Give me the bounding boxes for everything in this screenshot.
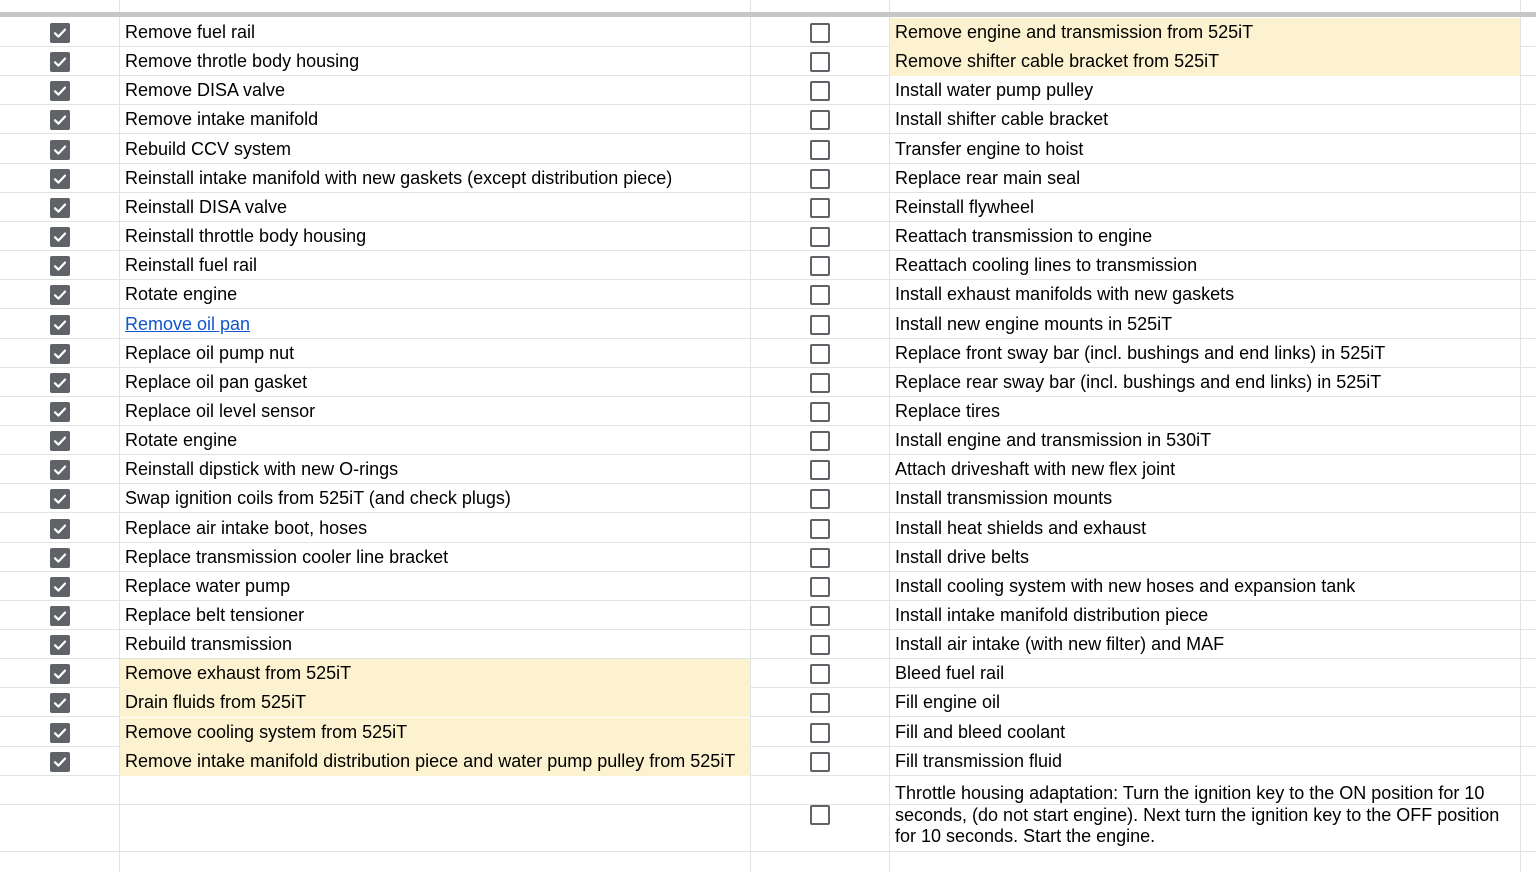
table-row xyxy=(0,426,1536,455)
checkbox-checked-icon[interactable] xyxy=(50,315,70,335)
table-row xyxy=(0,455,1536,484)
task-link[interactable]: Remove oil pan xyxy=(125,314,251,334)
checkbox-checked-icon[interactable] xyxy=(50,140,70,160)
checkbox-unchecked-icon[interactable] xyxy=(810,548,830,568)
checkbox-unchecked-icon[interactable] xyxy=(810,577,830,597)
checkbox-checked-icon[interactable] xyxy=(50,489,70,509)
checkbox-cell[interactable] xyxy=(0,514,119,543)
checkbox-cell[interactable] xyxy=(0,339,119,368)
table-row xyxy=(0,193,1536,222)
checkbox-cell[interactable] xyxy=(750,455,889,484)
checkbox-cell[interactable] xyxy=(0,76,119,105)
task-cell[interactable]: Replace rear main seal xyxy=(895,168,1081,188)
task-cell[interactable]: Rotate engine xyxy=(125,430,238,450)
checkbox-unchecked-icon[interactable] xyxy=(810,693,830,713)
checkbox-checked-icon[interactable] xyxy=(50,402,70,422)
task-cell[interactable]: Install water pump pulley xyxy=(895,80,1094,100)
task-cell[interactable]: Remove throtle body housing xyxy=(125,51,360,71)
table-row xyxy=(0,339,1536,368)
checkbox-cell[interactable] xyxy=(750,339,889,368)
table-row xyxy=(0,718,1536,747)
checkbox-cell[interactable] xyxy=(750,484,889,513)
table-row xyxy=(0,222,1536,251)
checkbox-cell[interactable] xyxy=(0,630,119,659)
checkbox-cell[interactable] xyxy=(0,747,119,776)
checkbox-cell[interactable] xyxy=(0,18,119,47)
checkbox-checked-icon[interactable] xyxy=(50,344,70,364)
table-row xyxy=(0,310,1536,339)
checkbox-unchecked-icon[interactable] xyxy=(810,315,830,335)
checkbox-cell[interactable] xyxy=(0,135,119,164)
task-cell[interactable]: Reinstall DISA valve xyxy=(125,197,288,217)
checkbox-cell[interactable] xyxy=(750,251,889,280)
task-cell[interactable]: Install intake manifold distribution piece xyxy=(895,605,1209,625)
table-row xyxy=(0,514,1536,543)
table-row xyxy=(0,543,1536,572)
task-cell[interactable]: Replace oil level sensor xyxy=(125,401,316,421)
checkbox-checked-icon[interactable] xyxy=(50,693,70,713)
table-row xyxy=(0,779,1536,851)
task-cell[interactable]: Remove cooling system from 525iT xyxy=(120,718,750,747)
checkbox-checked-icon[interactable] xyxy=(50,635,70,655)
checkbox-cell[interactable] xyxy=(0,484,119,513)
task-cell[interactable]: Replace oil pump nut xyxy=(125,343,295,363)
checkbox-checked-icon[interactable] xyxy=(50,577,70,597)
checkbox-checked-icon[interactable] xyxy=(50,110,70,130)
checkbox-unchecked-icon[interactable] xyxy=(810,723,830,743)
table-row xyxy=(0,601,1536,630)
task-cell[interactable]: Bleed fuel rail xyxy=(895,663,1005,683)
task-cell[interactable]: Reinstall dipstick with new O-rings xyxy=(125,459,399,479)
checkbox-checked-icon[interactable] xyxy=(50,285,70,305)
task-cell[interactable]: Install heat shields and exhaust xyxy=(895,518,1147,538)
task-cell[interactable]: Install air intake (with new filter) and MAF xyxy=(895,634,1225,654)
task-cell[interactable]: Transfer engine to hoist xyxy=(895,139,1084,159)
checkbox-cell[interactable] xyxy=(0,688,119,717)
checkbox-cell[interactable] xyxy=(0,164,119,193)
checkbox-cell[interactable] xyxy=(0,397,119,426)
checkbox-cell[interactable] xyxy=(0,222,119,251)
checkbox-checked-icon[interactable] xyxy=(50,752,70,772)
table-row xyxy=(0,135,1536,164)
checkbox-unchecked-icon[interactable] xyxy=(810,635,830,655)
task-cell[interactable]: Fill engine oil xyxy=(895,692,1001,712)
checkbox-cell[interactable] xyxy=(750,688,889,717)
task-cell[interactable]: Install transmission mounts xyxy=(895,488,1113,508)
checkbox-unchecked-icon[interactable] xyxy=(810,23,830,43)
checkbox-unchecked-icon[interactable] xyxy=(810,81,830,101)
checkbox-checked-icon[interactable] xyxy=(50,227,70,247)
checkbox-unchecked-icon[interactable] xyxy=(810,110,830,130)
checkbox-checked-icon[interactable] xyxy=(50,23,70,43)
checkbox-cell[interactable] xyxy=(0,601,119,630)
checkbox-cell[interactable] xyxy=(750,368,889,397)
checkbox-cell[interactable] xyxy=(750,18,889,47)
checkbox-cell[interactable] xyxy=(750,779,889,851)
task-cell[interactable]: Replace tires xyxy=(895,401,1001,421)
checkbox-checked-icon[interactable] xyxy=(50,460,70,480)
checkbox-cell[interactable] xyxy=(0,368,119,397)
table-row xyxy=(0,397,1536,426)
task-cell[interactable]: Install cooling system with new hoses and expansion tank xyxy=(895,576,1356,596)
checkbox-unchecked-icon[interactable] xyxy=(810,198,830,218)
checkbox-cell[interactable] xyxy=(750,280,889,309)
task-cell[interactable]: Replace water pump xyxy=(125,576,291,596)
task-cell[interactable]: Remove fuel rail xyxy=(125,22,256,42)
table-row xyxy=(0,47,1536,76)
task-cell[interactable]: Reattach transmission to engine xyxy=(895,226,1153,246)
checkbox-checked-icon[interactable] xyxy=(50,256,70,276)
checkbox-unchecked-icon[interactable] xyxy=(810,344,830,364)
checkbox-unchecked-icon[interactable] xyxy=(810,402,830,422)
checkbox-unchecked-icon[interactable] xyxy=(810,752,830,772)
task-cell[interactable]: Replace front sway bar (incl. bushings and end links) in 525iT xyxy=(895,343,1386,363)
task-cell[interactable]: Throttle housing adaptation: Turn the ignition key to the ON position for 10 seconds, (do not start engine). Next turn the ignition key to the OFF position for 10 seconds. Start the engine. xyxy=(895,783,1500,846)
checkbox-cell[interactable] xyxy=(750,76,889,105)
table-row xyxy=(0,688,1536,717)
checkbox-cell[interactable] xyxy=(0,193,119,222)
checkbox-unchecked-icon[interactable] xyxy=(810,285,830,305)
task-cell[interactable]: Attach driveshaft with new flex joint xyxy=(895,459,1176,479)
checkbox-cell[interactable] xyxy=(750,105,889,134)
checkbox-cell[interactable] xyxy=(750,543,889,572)
checkbox-unchecked-icon[interactable] xyxy=(810,460,830,480)
table-row xyxy=(0,368,1536,397)
table-row xyxy=(0,659,1536,688)
task-cell[interactable]: Install engine and transmission in 530iT xyxy=(895,430,1212,450)
task-cell[interactable]: Install new engine mounts in 525iT xyxy=(895,314,1173,334)
checkbox-cell[interactable] xyxy=(0,455,119,484)
task-cell[interactable]: Remove shifter cable bracket from 525iT xyxy=(890,47,1520,76)
checkbox-cell[interactable] xyxy=(750,164,889,193)
checkbox-unchecked-icon[interactable] xyxy=(810,169,830,189)
checkbox-checked-icon[interactable] xyxy=(50,548,70,568)
task-cell[interactable]: Reinstall flywheel xyxy=(895,197,1035,217)
task-cell[interactable]: Install drive belts xyxy=(895,547,1030,567)
table-row xyxy=(0,76,1536,105)
checkbox-cell[interactable] xyxy=(750,747,889,776)
checkbox-cell[interactable] xyxy=(750,47,889,76)
row-gridline xyxy=(0,851,1536,852)
checkbox-unchecked-icon[interactable] xyxy=(810,227,830,247)
task-cell[interactable]: Rebuild CCV system xyxy=(125,139,292,159)
checkbox-checked-icon[interactable] xyxy=(50,606,70,626)
table-row xyxy=(0,572,1536,601)
task-cell[interactable]: Remove engine and transmission from 525iT xyxy=(890,18,1520,47)
task-cell[interactable]: Drain fluids from 525iT xyxy=(120,688,750,717)
checkbox-cell[interactable] xyxy=(750,222,889,251)
checkbox-cell[interactable] xyxy=(0,280,119,309)
checkbox-checked-icon[interactable] xyxy=(50,198,70,218)
checkbox-unchecked-icon[interactable] xyxy=(810,256,830,276)
task-cell[interactable]: Fill transmission fluid xyxy=(895,751,1063,771)
checkbox-cell[interactable] xyxy=(0,718,119,747)
task-cell[interactable]: Replace rear sway bar (incl. bushings and end links) in 525iT xyxy=(895,372,1382,392)
task-cell[interactable]: Swap ignition coils from 525iT (and check plugs) xyxy=(125,488,511,508)
table-row xyxy=(0,18,1536,47)
task-cell[interactable]: Install exhaust manifolds with new gaskets xyxy=(895,284,1235,304)
checkbox-unchecked-icon[interactable] xyxy=(810,489,830,509)
checkbox-cell[interactable] xyxy=(0,105,119,134)
task-cell[interactable]: Reattach cooling lines to transmission xyxy=(895,255,1198,275)
checkbox-checked-icon[interactable] xyxy=(50,373,70,393)
checkbox-cell[interactable] xyxy=(0,572,119,601)
checkbox-unchecked-icon[interactable] xyxy=(810,52,830,72)
checkbox-checked-icon[interactable] xyxy=(50,664,70,684)
checkbox-cell[interactable] xyxy=(750,193,889,222)
checkbox-unchecked-icon[interactable] xyxy=(810,373,830,393)
checkbox-unchecked-icon[interactable] xyxy=(810,140,830,160)
frozen-row-divider[interactable] xyxy=(0,12,1536,17)
checkbox-checked-icon[interactable] xyxy=(50,52,70,72)
checkbox-cell[interactable] xyxy=(750,135,889,164)
task-cell[interactable] xyxy=(120,310,750,339)
checkbox-cell[interactable] xyxy=(750,514,889,543)
task-cell[interactable]: Reinstall throttle body housing xyxy=(125,226,367,246)
checkbox-checked-icon[interactable] xyxy=(50,81,70,101)
task-cell[interactable]: Remove intake manifold distribution piece and water pump pulley from 525iT xyxy=(120,747,750,776)
task-cell[interactable]: Install shifter cable bracket xyxy=(895,109,1109,129)
checkbox-unchecked-icon[interactable] xyxy=(810,431,830,451)
checkbox-cell[interactable] xyxy=(750,659,889,688)
checkbox-cell[interactable] xyxy=(750,426,889,455)
checkbox-checked-icon[interactable] xyxy=(50,723,70,743)
table-row xyxy=(0,630,1536,659)
table-row xyxy=(0,251,1536,280)
checkbox-cell[interactable] xyxy=(750,397,889,426)
checkbox-unchecked-icon[interactable] xyxy=(810,664,830,684)
task-cell[interactable]: Replace transmission cooler line bracket xyxy=(125,547,449,567)
task-cell[interactable]: Rotate engine xyxy=(125,284,238,304)
checkbox-checked-icon[interactable] xyxy=(50,519,70,539)
task-cell[interactable]: Reinstall intake manifold with new gaskets (except distribution piece) xyxy=(125,168,673,188)
checkbox-cell[interactable] xyxy=(0,310,119,339)
checkbox-cell[interactable] xyxy=(0,659,119,688)
task-cell[interactable]: Rebuild transmission xyxy=(125,634,293,654)
checkbox-checked-icon[interactable] xyxy=(50,169,70,189)
table-row xyxy=(0,747,1536,776)
task-cell[interactable]: Replace air intake boot, hoses xyxy=(125,518,368,538)
task-cell[interactable]: Fill and bleed coolant xyxy=(895,722,1066,742)
checkbox-unchecked-icon[interactable] xyxy=(810,519,830,539)
checkbox-cell[interactable] xyxy=(750,572,889,601)
checkbox-cell[interactable] xyxy=(750,630,889,659)
checkbox-cell[interactable] xyxy=(750,718,889,747)
table-row xyxy=(0,105,1536,134)
checkbox-checked-icon[interactable] xyxy=(50,431,70,451)
checkbox-unchecked-icon[interactable] xyxy=(810,805,830,825)
table-row xyxy=(0,164,1536,193)
task-cell[interactable]: Replace oil pan gasket xyxy=(125,372,308,392)
table-row xyxy=(0,484,1536,513)
task-cell[interactable]: Replace belt tensioner xyxy=(125,605,305,625)
checkbox-cell[interactable] xyxy=(0,47,119,76)
task-cell[interactable]: Reinstall fuel rail xyxy=(125,255,258,275)
task-cell[interactable]: Remove exhaust from 525iT xyxy=(120,659,750,688)
checkbox-cell[interactable] xyxy=(750,310,889,339)
checkbox-cell[interactable] xyxy=(0,426,119,455)
table-row xyxy=(0,280,1536,309)
checkbox-unchecked-icon[interactable] xyxy=(810,606,830,626)
task-cell[interactable]: Remove intake manifold xyxy=(125,109,319,129)
checkbox-cell[interactable] xyxy=(750,601,889,630)
task-cell[interactable]: Remove DISA valve xyxy=(125,80,286,100)
checkbox-cell[interactable] xyxy=(0,543,119,572)
checkbox-cell[interactable] xyxy=(0,251,119,280)
